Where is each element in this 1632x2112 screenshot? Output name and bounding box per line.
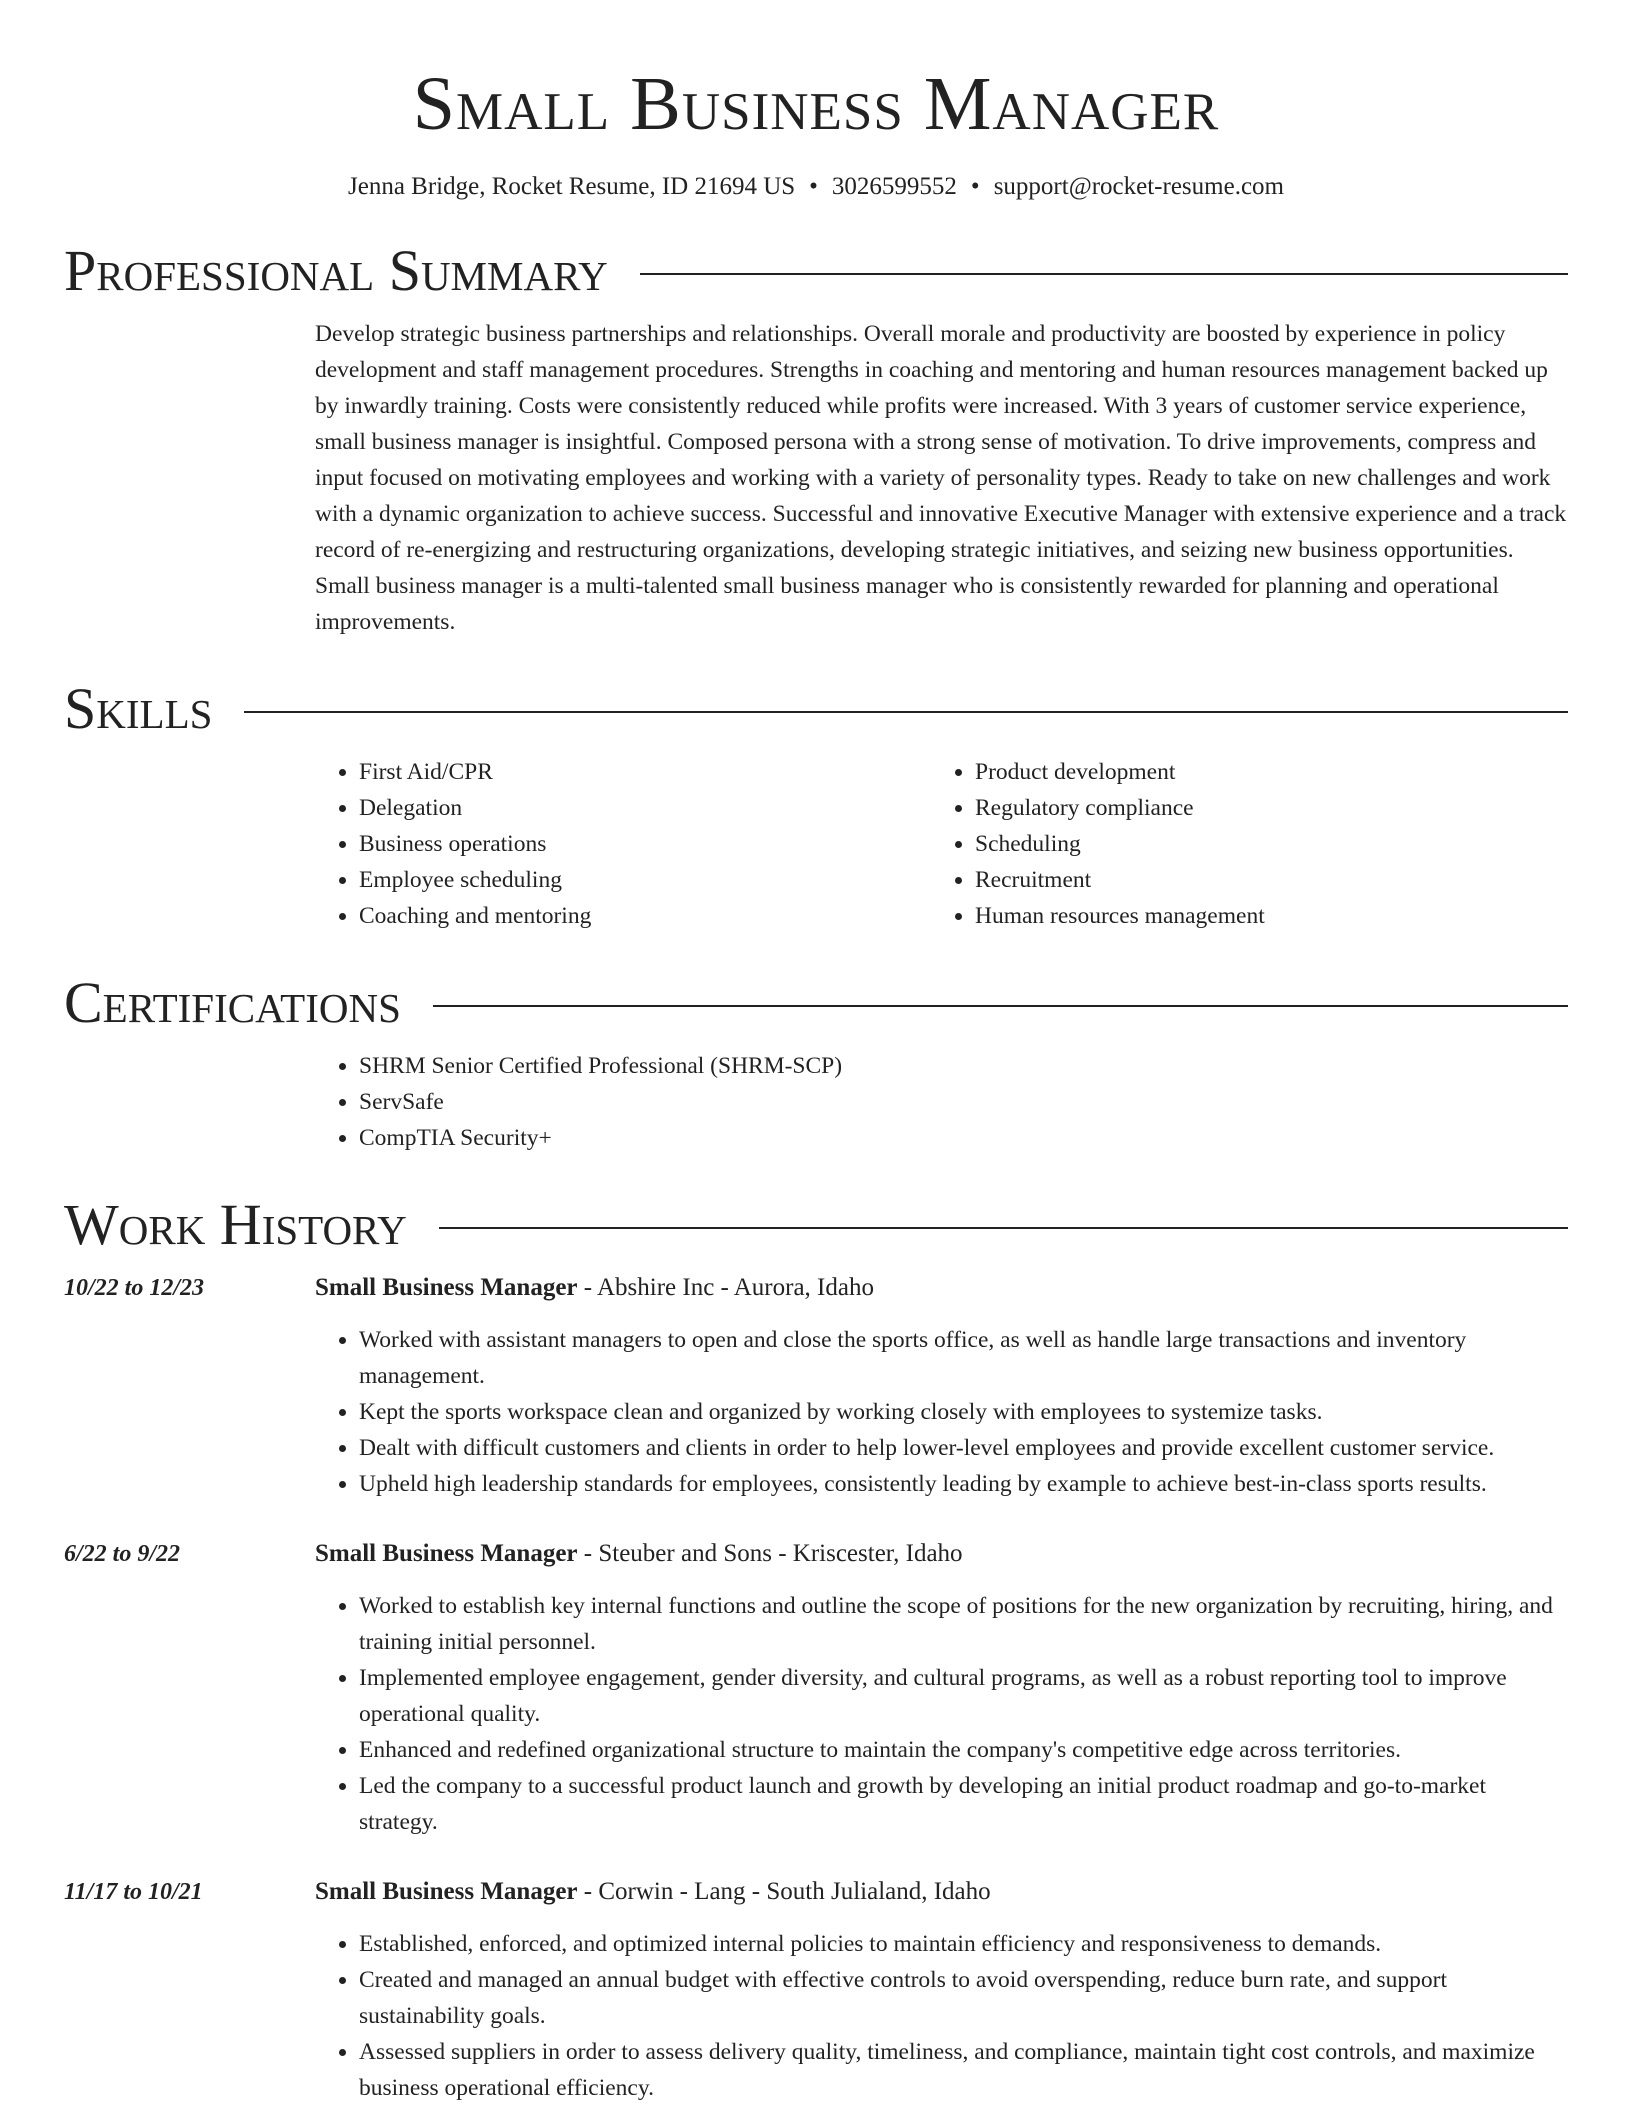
certification-item: • SHRM Senior Certified Professional (SHRM-SCP) xyxy=(359,1048,1568,1084)
job-bullet: • Worked to establish key internal functions and outline the scope of positions for the new organization by recruiting, hiring, and training initial personnel. xyxy=(359,1588,1568,1660)
contact-email: support@rocket-resume.com xyxy=(993,173,1284,200)
summary-heading: Professional Summary xyxy=(64,238,608,303)
job-bullet: • Implemented employee engagement, gender diversity, and cultural programs, as well as a robust reporting tool to improve operational quality. xyxy=(359,1660,1568,1732)
work-history-section-header xyxy=(64,1192,1568,1258)
job-body xyxy=(315,1874,1568,2106)
contact-address: Jenna Bridge, Rocket Resume, ID 21694 US xyxy=(348,173,796,200)
contact-phone: 3026599552 xyxy=(831,173,957,200)
skills-list xyxy=(315,754,1568,934)
skills-section-header xyxy=(64,676,1568,742)
job-bullet: • Enhanced and redefined organizational structure to maintain the company's competitive edge across territories. xyxy=(359,1732,1568,1768)
job-title-line xyxy=(315,1536,1568,1572)
job-bullet: • Upheld high leadership standards for employees, consistently leading by example to achieve best-in-class sports results. xyxy=(359,1466,1568,1502)
job-bullet: • Established, enforced, and optimized internal policies to maintain efficiency and responsiveness to demands. xyxy=(359,1926,1568,1962)
skills-heading: Skills xyxy=(64,676,213,741)
job-bullet: • Worked with assistant managers to open and close the sports office, as well as handle large transactions and inventory management. xyxy=(359,1322,1568,1394)
job-bullet: • Dealt with difficult customers and clients in order to help lower-level employees and provide excellent customer service. xyxy=(359,1430,1568,1466)
job-dates: 6/22 to 9/22 xyxy=(64,1541,181,1567)
job-entry xyxy=(64,1536,1568,1840)
skill-item: • Business operations xyxy=(359,826,931,862)
job-company: - Steuber and Sons - Kriscester, Idaho xyxy=(577,1540,963,1567)
job-bullet: • Assessed suppliers in order to assess delivery quality, timeliness, and compliance, maintain tight cost controls, and maximize business operational efficiency. xyxy=(359,2034,1568,2106)
skill-item: • Coaching and mentoring xyxy=(359,898,931,934)
job-dates: 10/22 to 12/23 xyxy=(64,1275,205,1301)
skill-item: • Regulatory compliance xyxy=(975,790,1547,826)
skill-item: • First Aid/CPR xyxy=(359,754,931,790)
summary-section-header xyxy=(64,238,1568,304)
job-title-line xyxy=(315,1874,1568,1910)
contact-separator: • xyxy=(970,173,980,200)
job-title-line xyxy=(315,1270,1568,1306)
job-title: Small Business Manager xyxy=(315,1878,578,1905)
job-company: - Corwin - Lang - South Julialand, Idaho xyxy=(577,1878,991,1905)
job-title: Small Business Manager xyxy=(315,1540,578,1567)
skills-column-right xyxy=(931,754,1547,934)
job-body xyxy=(315,1270,1568,1502)
skills-column-left xyxy=(315,754,931,934)
resume-name: Small Business Manager xyxy=(412,62,1220,146)
certifications-list xyxy=(315,1048,1568,1156)
section-divider xyxy=(640,273,1568,275)
section-divider xyxy=(433,1005,1568,1007)
contact-separator: • xyxy=(809,173,818,200)
certifications-heading: Certifications xyxy=(64,970,401,1035)
job-title: Small Business Manager xyxy=(315,1274,578,1301)
job-entry xyxy=(64,1874,1568,2106)
job-company: - Abshire Inc - Aurora, Idaho xyxy=(577,1274,874,1301)
job-body xyxy=(315,1536,1568,1840)
skill-item: • Scheduling xyxy=(975,826,1547,862)
work-history-heading: Work History xyxy=(64,1192,407,1257)
section-divider xyxy=(244,711,1568,713)
skill-item: • Delegation xyxy=(359,790,931,826)
skill-item: • Product development xyxy=(975,754,1547,790)
skill-item: • Recruitment xyxy=(975,862,1547,898)
job-bullet: • Created and managed an annual budget with effective controls to avoid overspending, reduce burn rate, and support sustainability goals. xyxy=(359,1962,1568,2034)
skill-item: • Human resources management xyxy=(975,898,1547,934)
contact-line xyxy=(64,172,1568,202)
job-bullet: • Kept the sports workspace clean and organized by working closely with employees to systemize tasks. xyxy=(359,1394,1568,1430)
summary-text: Develop strategic business partnerships and relationships. Overall morale and productivity are boosted by experience in policy development and staff management procedures. Strengths in coaching and mentoring and human resources management backed up by inwardly training. Costs were consistently reduced while profits were increased. With 3 years of customer service experience, small business manager is insightful. Composed persona with a strong sense of motivation. To drive improvements, compress and input focused on motivating employees and working with a variety of personality types. Ready to take on new challenges and work with a dynamic organization to achieve success. Successful and innovative Executive Manager with extensive experience and a track record of re-energizing and restructuring organizations, developing strategic initiatives, and seizing new business opportunities. Small business manager is a multi-talented small business manager who is consistently rewarded for planning and operational improvements. xyxy=(315,321,1567,635)
job-entry xyxy=(64,1270,1568,1502)
certification-item: • CompTIA Security+ xyxy=(359,1120,1568,1156)
job-bullet: • Led the company to a successful product launch and growth by developing an initial product roadmap and go-to-market strategy. xyxy=(359,1768,1568,1840)
skill-item: • Employee scheduling xyxy=(359,862,931,898)
job-dates: 11/17 to 10/21 xyxy=(64,1879,203,1905)
certifications-section-header xyxy=(64,970,1568,1036)
section-divider xyxy=(439,1227,1568,1229)
certification-item: • ServSafe xyxy=(359,1084,1568,1120)
